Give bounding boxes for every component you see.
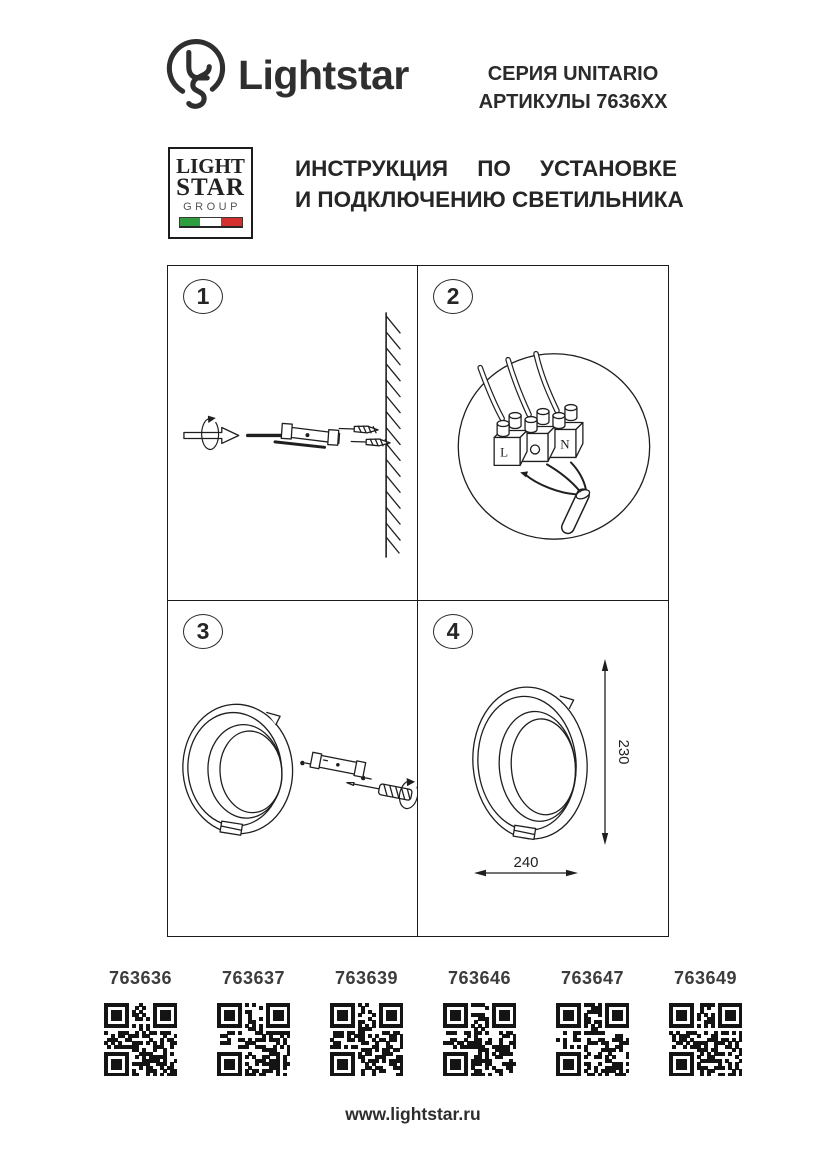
mounting-bracket [248, 423, 340, 448]
article-qr-item [310, 968, 423, 1076]
article-number: 763636 [108, 968, 173, 988]
group-logo-group: GROUP [183, 201, 241, 213]
lamp-cable [520, 462, 591, 527]
mounting-bracket [310, 752, 366, 777]
instruction-steps-grid [167, 265, 669, 937]
screwdriver-rotation-arrow [184, 416, 239, 450]
series-name: СЕРИЯ UNITARIO [487, 63, 659, 85]
group-logo-light: LIGHT [176, 154, 245, 178]
qr-code [556, 1003, 629, 1076]
qr-code [217, 1003, 290, 1076]
page-title [295, 153, 684, 215]
step-2-panel [418, 266, 668, 601]
width-dimension [474, 854, 578, 876]
article-qr-row [84, 968, 762, 1076]
italian-flag-stripe [179, 217, 243, 228]
step-number-badge: 3 [183, 614, 223, 649]
step-number-badge: 1 [183, 279, 223, 314]
wall-screws [339, 425, 390, 446]
wall-with-hatching [386, 313, 400, 557]
step-3-drawing-lamp-assembly [168, 601, 417, 936]
qr-code [330, 1003, 403, 1076]
terminal-block [494, 405, 583, 466]
qr-code [443, 1003, 516, 1076]
terminal-label-n: N [560, 436, 570, 452]
article-number: 763637 [221, 968, 286, 988]
title-line-2: И ПОДКЛЮЧЕНИЮ СВЕТИЛЬНИКА [295, 187, 684, 212]
lightstar-bulb-icon [162, 36, 234, 124]
article-number: 763639 [334, 968, 399, 988]
title-line-1: ИНСТРУКЦИЯ ПО УСТАНОВКЕ [295, 156, 677, 181]
ring-lamp [178, 700, 299, 840]
step-4-drawing-dimensions [418, 601, 668, 936]
height-dimension [602, 659, 632, 845]
brand-wordmark: Lightstar [238, 52, 409, 98]
step-1-drawing-wall-mounting [168, 266, 417, 600]
ring-lamp [467, 682, 594, 844]
article-qr-item [536, 968, 649, 1076]
step-4-panel [418, 601, 668, 936]
height-value: 230 [615, 739, 632, 765]
series-articles: АРТИКУЛЫ 7636XX [478, 91, 668, 113]
flag-white [200, 218, 221, 226]
lightstar-group-logo [168, 147, 253, 239]
width-value: 240 [513, 854, 539, 871]
flag-red [221, 218, 242, 226]
terminal-ground-hole [531, 445, 540, 454]
article-number: 763649 [673, 968, 738, 988]
step-number-badge: 4 [433, 614, 473, 649]
step-1-panel [168, 266, 418, 601]
step-number-badge: 2 [433, 279, 473, 314]
article-qr-item [423, 968, 536, 1076]
flag-green [180, 218, 201, 226]
qr-code [104, 1003, 177, 1076]
article-number: 763647 [560, 968, 625, 988]
terminal-label-l: L [500, 444, 509, 460]
series-info [470, 60, 676, 116]
group-logo-star: STAR [176, 174, 245, 201]
article-qr-item [649, 968, 762, 1076]
qr-code [669, 1003, 742, 1076]
step-2-drawing-wiring [418, 266, 668, 600]
website-url: www.lightstar.ru [345, 1104, 481, 1124]
step-3-panel [168, 601, 418, 936]
article-qr-item [197, 968, 310, 1076]
article-qr-item [84, 968, 197, 1076]
article-number: 763646 [447, 968, 512, 988]
